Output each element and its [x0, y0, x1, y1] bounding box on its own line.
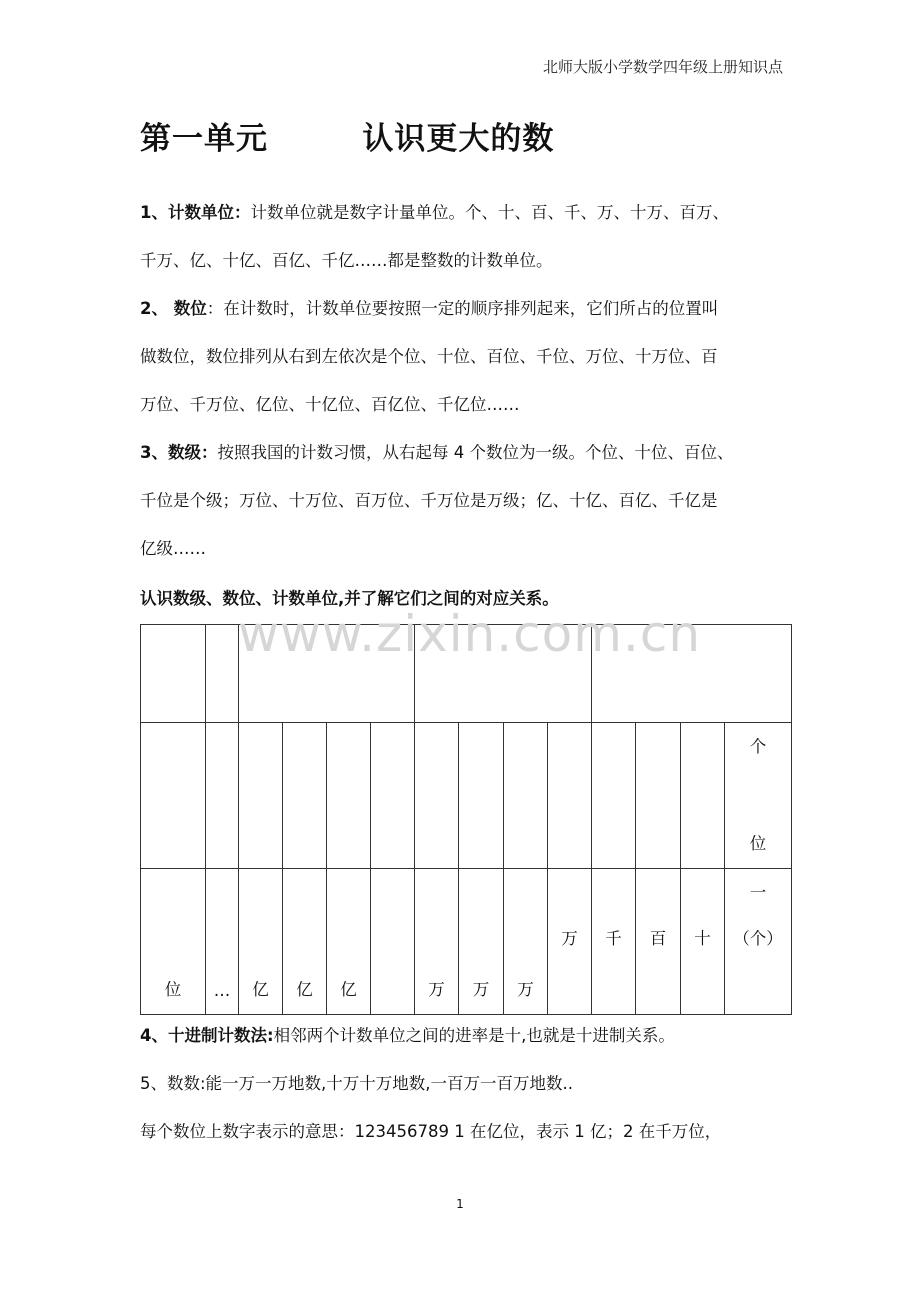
- table-row-unit: [141, 869, 792, 1015]
- table-cell: [548, 869, 592, 1015]
- paragraph-text: 计数单位就是数字计量单位。个、十、百、千、万、十万、百万、: [250, 203, 729, 222]
- cell-text: 一: [749, 883, 767, 902]
- cell-text: 万: [517, 980, 534, 999]
- paragraph-digit-class: [140, 429, 800, 573]
- cell-text: 万: [561, 929, 578, 948]
- table-cell: [283, 723, 327, 869]
- paragraph-line: 千万、亿、十亿、百亿、千亿……都是整数的计数单位。: [140, 251, 553, 270]
- term-label: 3、数级：: [140, 443, 218, 462]
- cell-text: （个）: [733, 929, 783, 948]
- table-cell: [371, 723, 415, 869]
- page-header: 北师大版小学数学四年级上册知识点: [542, 58, 783, 76]
- cell-text: 万: [472, 980, 490, 999]
- paragraph-line: [140, 1012, 800, 1060]
- cell-text: 十: [694, 929, 711, 948]
- paragraph-text: 按照我国的计数习惯，从右起每 4 个数位为一级。个位、十位、百位、: [217, 443, 734, 462]
- table-cell: [327, 869, 371, 1015]
- table-cell: [206, 869, 239, 1015]
- table-cell: [504, 869, 548, 1015]
- cell-text: 位: [164, 980, 182, 999]
- cell-text: 万: [428, 980, 445, 999]
- paragraph-digit-position: [140, 285, 800, 429]
- paragraph-text: 相邻两个计数单位之间的进率是十,也就是十进制关系。: [273, 1026, 675, 1045]
- table-cell: [592, 869, 636, 1015]
- paragraph-line: [140, 429, 800, 477]
- paragraph-line: [140, 285, 800, 333]
- table-cell: [141, 625, 206, 723]
- table-cell: [592, 723, 636, 869]
- table-cell: [141, 869, 206, 1015]
- table-cell: [459, 723, 504, 869]
- place-value-table: [140, 624, 792, 1015]
- table-cell: [725, 869, 792, 1015]
- paragraph-line: 万位、千万位、亿位、十亿位、百亿位、千亿位……: [140, 395, 520, 414]
- cell-text: 千: [605, 929, 622, 948]
- paragraph-line: 5、数数:能一万一万地数,十万十万地数,一百万一百万地数..: [140, 1074, 574, 1093]
- cell-text: 亿: [296, 980, 313, 999]
- table-cell: [548, 723, 592, 869]
- cell-text: 百: [649, 929, 667, 948]
- cell-text: 亿: [340, 980, 357, 999]
- table-cell: [415, 869, 459, 1015]
- paragraph-decimal-system: [140, 1012, 800, 1060]
- table-cell: [327, 723, 371, 869]
- table-cell: [415, 723, 459, 869]
- table-cell: [371, 869, 415, 1015]
- caption-text: 认识数级、数位、计数单位,并了解它们之间的对应关系。: [140, 589, 559, 608]
- paragraph-counting: [140, 1060, 800, 1108]
- table-cell: [636, 869, 681, 1015]
- term-label: 4、十进制计数法:: [140, 1026, 274, 1045]
- watermark: www.zixin.com.cn: [238, 605, 702, 663]
- cell-text: 个: [749, 737, 767, 756]
- table-cell: [206, 625, 239, 723]
- table-cell: [206, 723, 239, 869]
- paragraph-digit-meaning: [140, 1108, 800, 1156]
- table-cell: [239, 723, 283, 869]
- paragraph-line: 亿级……: [140, 539, 206, 558]
- page-title: 第一单元 认识更大的数: [140, 121, 555, 157]
- paragraph-counting-unit: [140, 189, 800, 285]
- cell-text: 亿: [252, 980, 269, 999]
- paragraph-text: ：在计数时，计数单位要按照一定的顺序排列起来，它们所占的位置叫: [206, 299, 719, 318]
- table-cell: [141, 723, 206, 869]
- table-cell: [239, 869, 283, 1015]
- term-label: 2、 数位: [140, 299, 207, 318]
- term-label: 1、计数单位：: [140, 203, 251, 222]
- table-cell-ones-position: [725, 723, 792, 869]
- paragraph-line: 做数位，数位排列从右到左依次是个位、十位、百位、千位、万位、十万位、百: [140, 347, 718, 366]
- cell-text: 位: [749, 834, 767, 853]
- paragraph-line: [140, 189, 800, 237]
- table-cell: [681, 723, 725, 869]
- paragraph-line: 每个数位上数字表示的意思：123456789 1 在亿位，表示 1 亿；2 在千万位，: [140, 1122, 722, 1141]
- table-row-position: [141, 723, 792, 869]
- table-cell: [459, 869, 504, 1015]
- page-number: 1: [456, 1197, 464, 1211]
- cell-text: …: [213, 981, 231, 1000]
- paragraph-line: 千位是个级；万位、十万位、百万位、千万位是万级；亿、十亿、百亿、千亿是: [140, 491, 718, 510]
- table-cell: [504, 723, 548, 869]
- table-cell: [283, 869, 327, 1015]
- table-cell: [681, 869, 725, 1015]
- table-cell: [636, 723, 681, 869]
